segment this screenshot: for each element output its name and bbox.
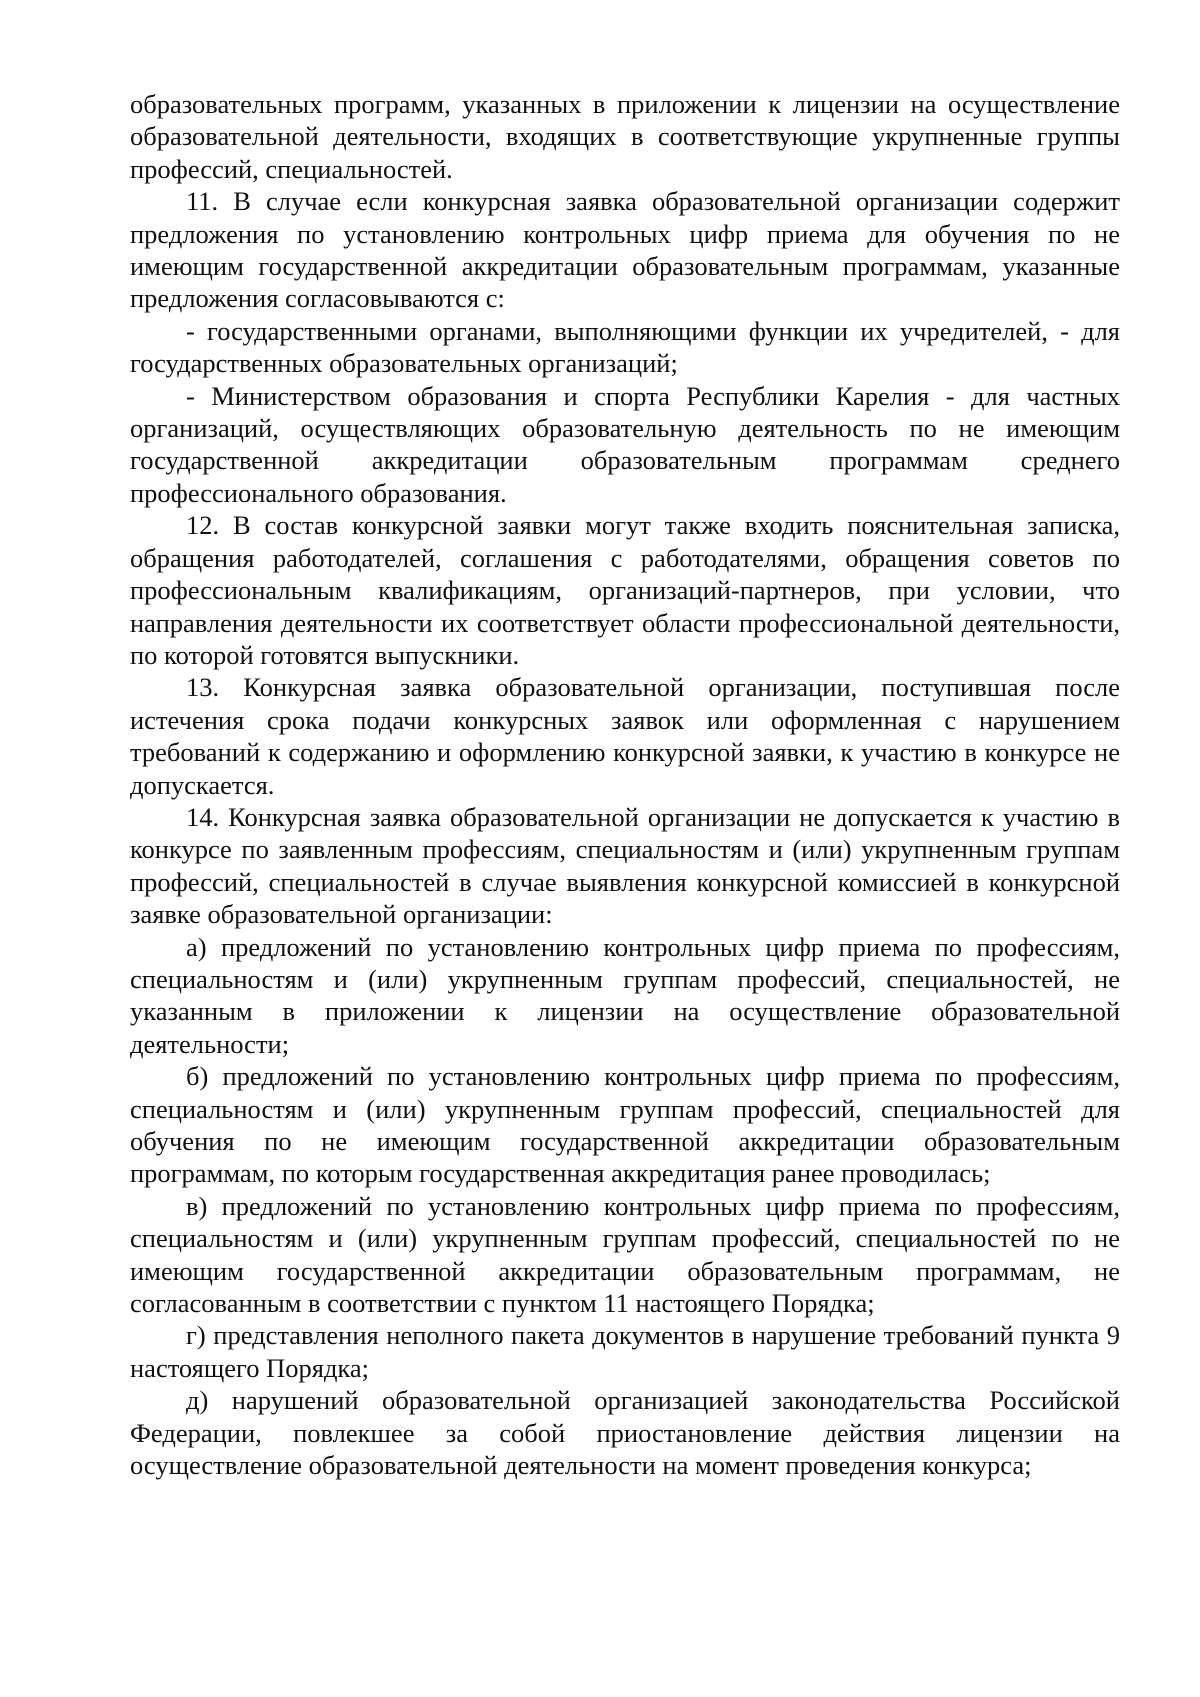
document-page xyxy=(130,88,1120,1481)
paragraph-item-11-dash-1: - государственными органами, выполняющими функции их учредителей, - для государственных образовательных организаций; xyxy=(130,315,1120,379)
paragraph-item-14-v: в) предложений по установлению контрольных цифр приема по профессиям, специальностям и (или) укрупненным группам профессий, специальностей по не имеющим государственной аккредитации образовательным программам, не согласованным в соответствии с пунктом 11 настоящего Порядка; xyxy=(130,1190,1120,1319)
paragraph-item-14-a: а) предложений по установлению контрольных цифр приема по профессиям, специальностям и (или) укрупненным группам профессий, специальностей, не указанным в приложении к лицензии на осуществление образовательной деятельности; xyxy=(130,931,1120,1059)
paragraph-item-11-dash-2: - Министерством образования и спорта Республики Карелия - для частных организаций, осуществляющих образовательную деятельность по не имеющим государственной аккредитации образовательным программам среднего профессионального образования. xyxy=(130,380,1120,508)
paragraph-item-14: 14. Конкурсная заявка образовательной организации не допускается к участию в конкурсе по заявленным профессиям, специальностям и (или) укрупненным группам профессий, специальностей в случае выявления конкурсной комиссией в конкурсной заявке образовательной организации: xyxy=(130,801,1120,930)
paragraph-item-14-d: д) нарушений образовательной организацией законодательства Российской Федерации, повлекшее за собой приостановление действия лицензии на осуществление образовательной деятельности на момент проведения конкурса; xyxy=(130,1385,1120,1481)
paragraph-item-13: 13. Конкурсная заявка образовательной организации, поступившая после истечения срока подачи конкурсных заявок или оформленная с нарушением требований к содержанию и оформлению конкурсной заявки, к участию в конкурсе не допускается. xyxy=(130,672,1120,800)
paragraph-item-11: 11. В случае если конкурсная заявка образовательной организации содержит предложения по установлению контрольных цифр приема для обучения по не имеющим государственной аккредитации образовательным программам, указанные предложения согласовываются с: xyxy=(130,186,1120,314)
paragraph-item-12: 12. В состав конкурсной заявки могут также входить пояснительная записка, обращения работодателей, соглашения с работодателями, обращения советов по профессиональным квалификациям, организаций-партнеров, при условии, что направления деятельности их соответствует области профессиональной деятельности, по которой готовятся выпускники. xyxy=(130,510,1120,670)
paragraph-continuation: образовательных программ, указанных в приложении к лицензии на осуществление образовательной деятельности, входящих в соответствующие укрупненные группы профессий, специальностей. xyxy=(130,89,1120,184)
paragraph-item-14-g: г) представления неполного пакета документов в нарушение требований пункта 9 настоящего Порядка; xyxy=(130,1320,1120,1383)
paragraph-item-14-b: б) предложений по установлению контрольных цифр приема по профессиям, специальностям и (или) укрупненным группам профессий, специальностей для обучения по не имеющим государственной аккредитации образовательным программам, по которым государственная аккредитация ранее проводилась; xyxy=(130,1061,1120,1189)
